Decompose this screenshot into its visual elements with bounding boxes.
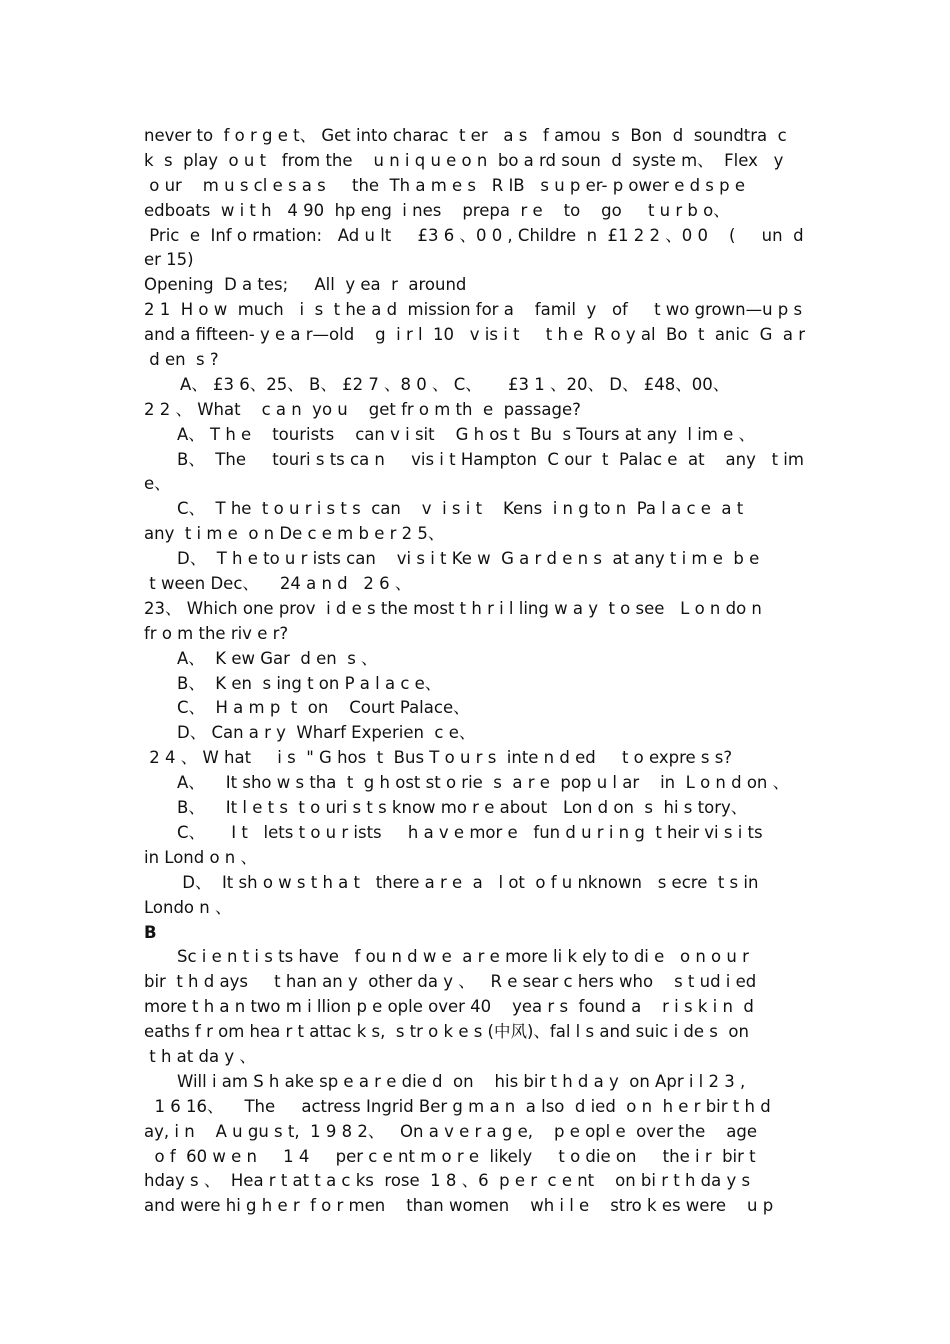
text-line: any t i m e o n De c e m b e r 2 5、: [144, 524, 445, 544]
text-line: Opening D a tes; All y ea r around: [144, 275, 467, 295]
text-line: bir t h d ays t han an y other da y 、 R e sear c hers who s t ud i ed: [144, 972, 757, 992]
text-line: 1 6 16、 The actress Ingrid Ber g m a n a lso d ied o n h e r bir t h d: [144, 1096, 771, 1116]
text-line: e、: [144, 474, 171, 494]
text-line: B、 K en s ing t on P a l a c e、: [177, 673, 442, 693]
text-line: Sc i e n t i s ts have f ou n d w e a r e more li k ely to di e o n o u r: [177, 947, 749, 967]
text-line: o f 60 w e n 1 4 per c e nt m o r e likely t o die on the i r bir t: [144, 1146, 756, 1166]
text-line: Will i am S h ake sp e a r e die d on his bir t h d a y on Apr i l 2 3 ,: [177, 1071, 746, 1091]
text-line: B、 The touri s ts ca n vis i t Hampton C our t Palac e at any t im: [177, 449, 804, 469]
text-line: o ur m u s cl e s a s the Th a m e s R IB s u p er- p ower e d s p e: [144, 175, 746, 195]
text-line: D、 It sh o w s t h a t there a r e a l ot o f u nknown s ecre t s in: [177, 872, 759, 892]
text-line: more t h a n two m i llion p e ople over 40 yea r s found a r i s k i n d: [144, 997, 754, 1017]
text-line: fr o m the riv e r?: [144, 623, 289, 643]
text-line: A、 £3 6、25、 B、 £2 7 、8 0 、 C、 £3 1 、20、 D、 £48、00、: [180, 374, 730, 394]
text-line: in Lond o n 、: [144, 847, 258, 867]
document-page: [144, 124, 808, 1219]
text-line: hday s 、 Hea r t at t a c ks rose 1 8 、6 p e r c e nt on bi r t h da y s: [144, 1171, 751, 1191]
text-line: A、 K ew Gar d en s 、: [177, 648, 378, 668]
text-line: d en s ?: [144, 350, 219, 370]
text-line: edboats w i t h 4 90 hp eng i nes prepa r e to go t u r b o、: [144, 200, 730, 220]
text-line: C、 H a m p t on Court Palace、: [177, 698, 470, 718]
text-line: er 15): [144, 250, 194, 270]
text-line: C、 T he t o u r i s t s can v i s i t Kens i n g to n Pa l a c e a t: [177, 499, 744, 519]
text-line: D、 Can a r y Wharf Experien c e、: [177, 723, 476, 743]
text-line: C、 I t lets t o u r ists h a v e mor e fun d u r i n g t heir vi s i ts: [177, 822, 763, 842]
text-line: 2 4 、 W hat i s " G hos t Bus T o u r s inte n d ed t o expre s s?: [144, 748, 733, 768]
text-line: eaths f r om hea r t attac k s, s tr o k e s (中风)、fal l s and suic i de s on: [144, 1022, 749, 1042]
text-line: 2 1 H o w much i s t he a d mission for a famil y of t wo grown—u p s: [144, 300, 803, 320]
text-line: 2 2 、 What c a n yo u get fr o m th e passage?: [144, 399, 581, 419]
text-line: ay, i n A u gu s t, 1 9 8 2、 On a v e r a g e, p e opl e over the age: [144, 1121, 757, 1141]
section-heading: B: [144, 922, 157, 942]
text-line: 23、 Which one prov i d e s the most t h r i l ling w a y t o see L o n do n: [144, 598, 762, 618]
text-line: k s play o u t from the u n i q u e o n bo a rd soun d syste m、 Flex y: [144, 150, 784, 170]
text-line: A、 T h e tourists can v i sit G h os t Bu s Tours at any l im e 、: [177, 424, 756, 444]
text-line: B、 It l e t s t o uri s t s know mo r e about Lon d on s hi s tory、: [177, 798, 748, 818]
text-line: t h at da y 、: [144, 1046, 256, 1066]
text-line: t ween Dec、 24 a n d 2 6 、: [144, 574, 412, 594]
text-line: Londo n 、: [144, 897, 232, 917]
text-line: and were hi g h e r f o r men than women wh i l e stro k es were u p: [144, 1196, 774, 1216]
text-line: Pric e Inf o rmation: Ad u lt £3 6 、0 0 , Childre n £1 2 2 、0 0 ( un d: [144, 225, 804, 245]
text-line: D、 T h e to u r ists can vi s i t Ke w G a r d e n s at any t i m e b e: [177, 549, 760, 569]
text-line: A、 It sho w s tha t g h ost st o rie s a r e pop u l ar in L o n d on 、: [177, 773, 790, 793]
text-line: and a fifteen- y e a r—old g i r l 10 v is i t t h e R o y al Bo t anic G a r: [144, 325, 806, 345]
text-line: never to f o r g e t、 Get into charac t er a s f amou s Bon d soundtra c: [144, 126, 787, 145]
